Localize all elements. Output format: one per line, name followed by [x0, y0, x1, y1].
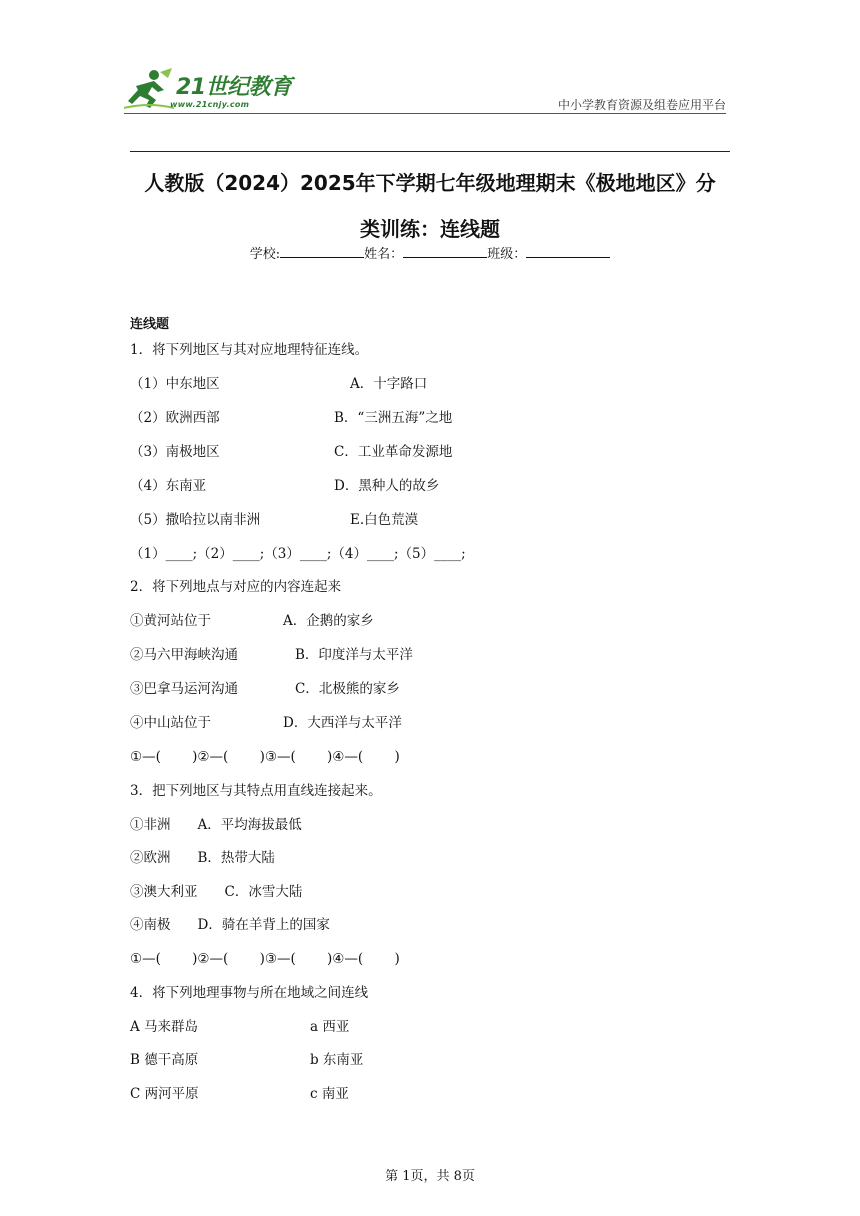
name-label: 姓名：	[364, 247, 404, 262]
q1-item-left: （4）东南亚	[130, 478, 207, 494]
q2-item-right: C．北极熊的家乡	[295, 681, 400, 697]
page-title	[120, 160, 740, 252]
school-blank[interactable]	[280, 245, 364, 258]
q1-answer-blanks: （1）____;（2）____;（3）____;（4）____;（5）____;	[130, 546, 466, 562]
q4-item-left: B 德干高原	[130, 1052, 199, 1068]
q4-item-left: A 马来群岛	[130, 1019, 199, 1035]
site-logo	[124, 66, 294, 118]
logo-text: 21世纪教育	[176, 75, 292, 100]
logo-url: www.21cnjy.com	[170, 100, 250, 109]
q3-item: ②欧洲 B．热带大陆	[130, 850, 275, 866]
q2-answer-blanks: ①—( )②—( )③—( )④—( )	[130, 749, 400, 765]
q2-item-left: ②马六甲海峡沟通	[130, 647, 238, 663]
q3-answer-blanks: ①—( )②—( )③—( )④—( )	[130, 951, 400, 967]
runner-logo-icon	[124, 68, 174, 112]
q1-item-left: （5）撒哈拉以南非洲	[130, 512, 261, 528]
title-divider	[130, 151, 730, 152]
q1-item-right: B．“三洲五海”之地	[334, 410, 453, 426]
q1-item-right: C．工业革命发源地	[334, 444, 453, 460]
q2-item-left: ③巴拿马运河沟通	[130, 681, 238, 697]
q4-item-left: C 两河平原	[130, 1086, 199, 1102]
question-3: 3．把下列地区与其特点用直线连接起来。	[130, 783, 382, 799]
header-divider	[124, 113, 726, 114]
class-label: 班级：	[487, 247, 527, 262]
q4-item-right: a 西亚	[310, 1019, 350, 1035]
q1-item-left: （1）中东地区	[130, 376, 220, 392]
student-info	[0, 243, 860, 262]
q4-item-right: b 东南亚	[310, 1052, 364, 1068]
q3-item: ④南极 D．骑在羊背上的国家	[130, 917, 330, 933]
page-footer: 第 1页，共 8页	[385, 1169, 475, 1184]
q2-item-right: D．大西洋与太平洋	[283, 715, 402, 731]
q1-item-right: E.白色荒漠	[350, 512, 419, 528]
q2-item-right: A．企鹅的家乡	[283, 613, 374, 629]
q2-item-left: ①黄河站位于	[130, 613, 211, 629]
title-line-2: 类训练：连线题	[360, 217, 500, 241]
q1-item-left: （2）欧洲西部	[130, 410, 220, 426]
question-1: 1．将下列地区与其对应地理特征连线。	[130, 342, 369, 358]
platform-name: 中小学教育资源及组卷应用平台	[557, 98, 726, 112]
q3-item: ①非洲 A．平均海拔最低	[130, 817, 302, 833]
q1-item-left: （3）南极地区	[130, 444, 220, 460]
section-title: 连线题	[130, 317, 170, 332]
question-4: 4．将下列地理事物与所在地域之间连线	[130, 985, 369, 1001]
q3-item: ③澳大利亚 C．冰雪大陆	[130, 884, 303, 900]
title-line-1: 人教版（2024）2025年下学期七年级地理期末《极地地区》分	[144, 171, 716, 195]
q1-item-right: A．十字路口	[350, 376, 428, 392]
q4-item-right: c 南亚	[310, 1086, 349, 1102]
q2-item-left: ④中山站位于	[130, 715, 211, 731]
school-label: 学校:	[249, 247, 281, 262]
name-blank[interactable]	[403, 245, 487, 258]
q2-item-right: B．印度洋与太平洋	[295, 647, 413, 663]
class-blank[interactable]	[526, 245, 610, 258]
q1-item-right: D．黑种人的故乡	[334, 478, 440, 494]
question-2: 2．将下列地点与对应的内容连起来	[130, 579, 342, 595]
